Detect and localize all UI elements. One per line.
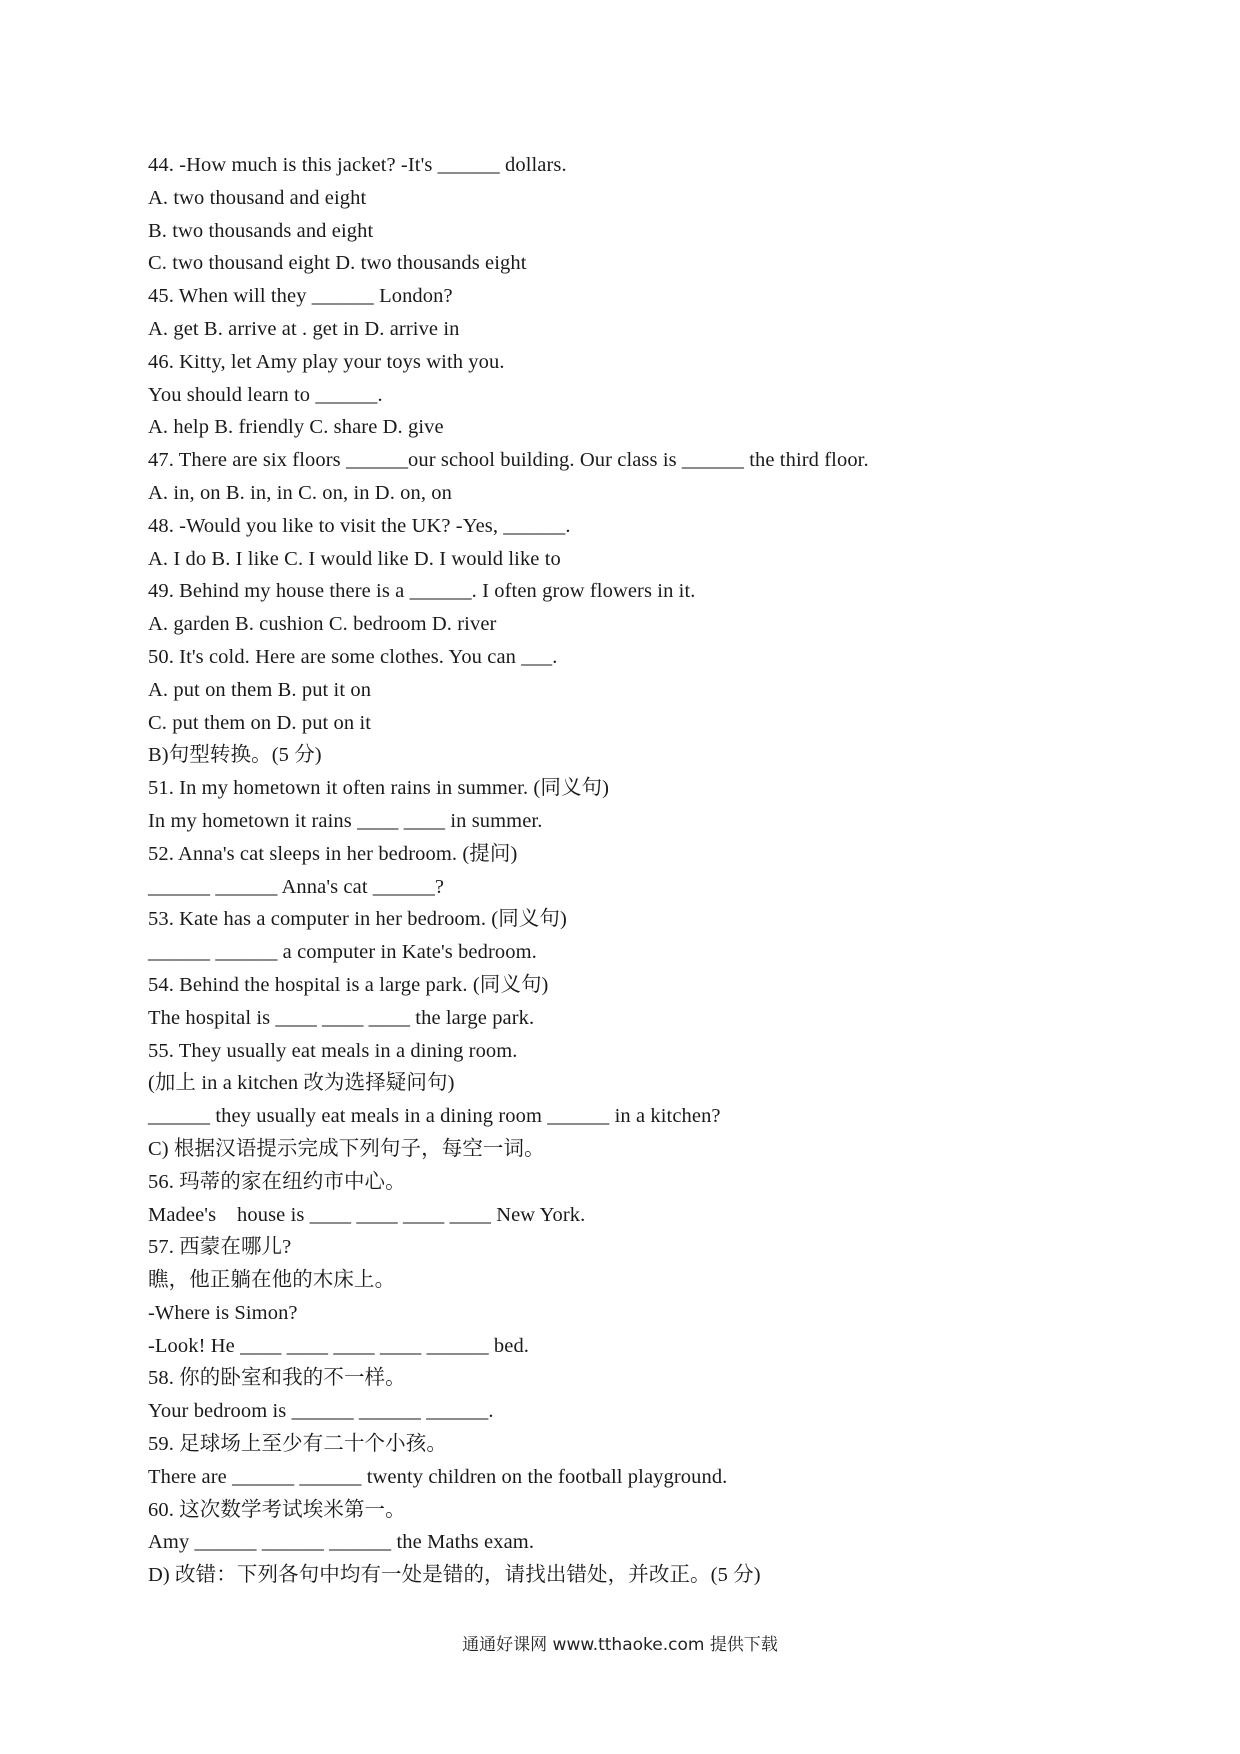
option-line: A. two thousand and eight [148,186,367,209]
answer-blank-line: The hospital is ____ ____ ____ the large park. [148,1006,535,1029]
answer-blank-line: ______ ______ Anna's cat ______? [148,875,445,898]
question-54-line: 54. Behind the hospital is a large park. (同义句) [148,973,549,996]
answer-blank-line: Amy ______ ______ ______ the Maths exam. [148,1531,535,1554]
question-60-line: 60. 这次数学考试埃米第一。 [148,1498,406,1521]
answer-blank-line: ______ they usually eat meals in a dining room ______ in a kitchen? [148,1105,721,1128]
question-50-line: 50. It's cold. Here are some clothes. You can ___. [148,645,558,668]
question-48-line: 48. -Would you like to visit the UK? -Yes, ______. [148,514,571,537]
question-51-line: 51. In my hometown it often rains in summer. (同义句) [148,777,610,800]
option-line: A. I do B. I like C. I would like D. I would like to [148,547,561,570]
option-line: C. two thousand eight D. two thousands eight [148,252,527,275]
question-46-line: 46. Kitty, let Amy play your toys with you. [148,350,505,373]
section-b-heading: B)句型转换。(5 分) [148,744,322,767]
answer-blank-line: -Look! He ____ ____ ____ ____ ______ bed. [148,1334,530,1357]
question-44-line: 44. -How much is this jacket? -It's ______ dollars. [148,154,567,176]
question-47-line: 47. There are six floors ______our school building. Our class is ______ the third floor. [148,449,869,472]
question-52-line: 52. Anna's cat sleeps in her bedroom. (提问) [148,842,518,865]
section-c-heading: C) 根据汉语提示完成下列句子，每空一词。 [148,1137,545,1160]
answer-blank-line: Your bedroom is ______ ______ ______. [148,1400,494,1423]
question-58-line: 58. 你的卧室和我的不一样。 [148,1367,406,1390]
answer-blank-line: Madee's house is ____ ____ ____ ____ New York. [148,1203,586,1226]
question-49-line: 49. Behind my house there is a ______. I often grow flowers in it. [148,580,696,603]
page-footer-watermark: 通通好课网 www.tthaoke.com 提供下载 [462,1635,778,1655]
question-59-line: 59. 足球场上至少有二十个小孩。 [148,1433,447,1456]
question-text-line: -Where is Simon? [148,1301,298,1324]
option-line: A. garden B. cushion C. bedroom D. river [148,613,497,636]
question-53-line: 53. Kate has a computer in her bedroom. (同义句) [148,908,567,931]
option-line: A. put on them B. put it on [148,678,372,701]
exam-page-content [148,149,1148,1592]
question-55-line: 55. They usually eat meals in a dining room. [148,1039,518,1062]
option-line: A. get B. arrive at . get in D. arrive in [148,317,460,340]
question-56-line: 56. 玛蒂的家在纽约市中心。 [148,1170,406,1193]
answer-blank-line: In my hometown it rains ____ ____ in summer. [148,809,543,832]
option-line: B. two thousands and eight [148,219,374,242]
question-45-line: 45. When will they ______ London? [148,285,453,308]
option-line: A. in, on B. in, in C. on, in D. on, on [148,481,453,504]
question-57-line: 57. 西蒙在哪儿? [148,1236,292,1259]
answer-blank-line: ______ ______ a computer in Kate's bedroom. [148,941,537,964]
answer-blank-line: There are ______ ______ twenty children on the football playground. [148,1465,728,1488]
question-text-line: You should learn to ______. [148,383,383,406]
question-instruction-line: (加上 in a kitchen 改为选择疑问句) [148,1072,455,1095]
question-text-line: 瞧，他正躺在他的木床上。 [148,1269,396,1292]
option-line: A. help B. friendly C. share D. give [148,416,444,439]
section-d-heading: D) 改错：下列各句中均有一处是错的，请找出错处，并改正。(5 分) [148,1564,761,1587]
option-line: C. put them on D. put on it [148,711,372,734]
